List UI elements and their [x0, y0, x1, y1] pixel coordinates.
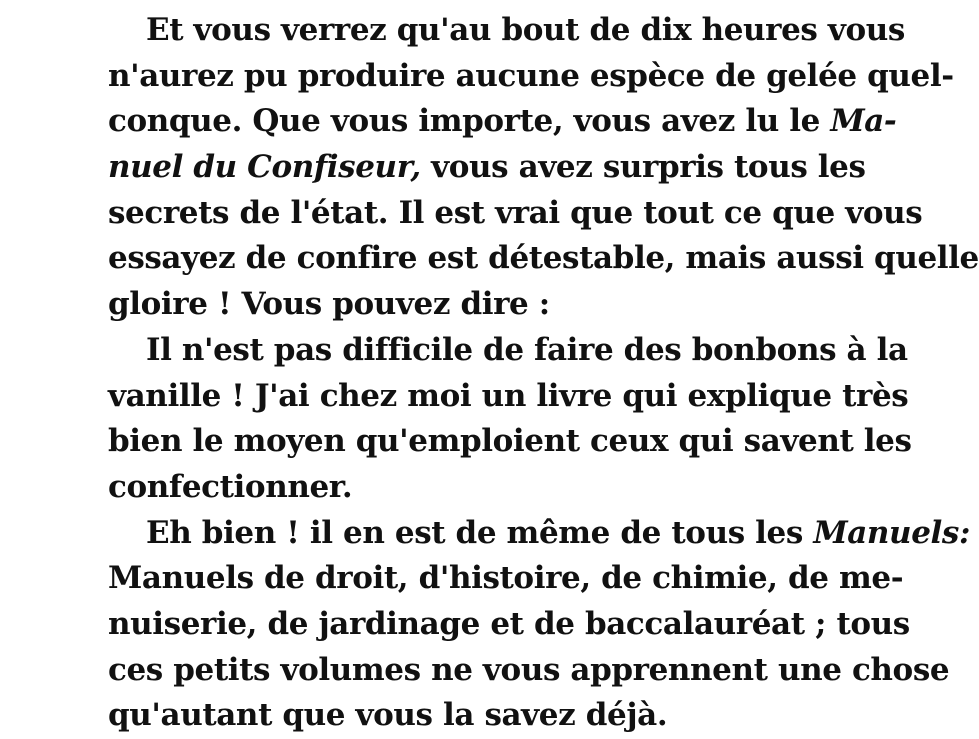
text-line	[108, 236, 979, 282]
italic-title-segment: nuel du Confiseur,	[108, 149, 421, 186]
text-line	[108, 648, 950, 694]
text-segment: Et vous verrez qu'au bout de dix heures vous	[146, 12, 905, 48]
text-segment: ces petits volumes ne vous apprennent une chose	[108, 651, 950, 688]
text-line	[108, 8, 905, 54]
text-line	[108, 693, 816, 739]
text-segment: confectionner.	[108, 468, 353, 505]
text-line	[108, 465, 816, 511]
text-segment: bien le moyen qu'emploient ceux qui savent les	[108, 423, 912, 460]
text-segment: vanille ! J'ai chez moi un livre qui explique très	[108, 377, 909, 414]
text-segment: nuiserie, de jardinage et de baccalauréat ; tous	[108, 605, 910, 642]
text-line	[108, 602, 910, 648]
text-line	[108, 191, 923, 237]
text-line	[108, 511, 970, 557]
italic-title-segment: Manuels:	[813, 514, 970, 551]
text-segment: conque. Que vous importe, vous avez lu le	[108, 103, 831, 140]
text-line	[108, 556, 904, 602]
text-segment: n'aurez pu produire aucune espèce de gelée quel-	[108, 57, 954, 94]
text-segment: qu'autant que vous la savez déjà.	[108, 697, 668, 734]
text-line	[108, 374, 909, 420]
text-segment: secrets de l'état. Il est vrai que tout ce que vous	[108, 194, 923, 231]
text-line	[108, 328, 908, 374]
text-line	[108, 282, 816, 328]
text-line	[108, 419, 912, 465]
text-segment: vous avez surpris tous les	[420, 149, 866, 186]
text-segment: essayez de confire est détestable, mais aussi quelle	[108, 240, 979, 277]
text-segment: Eh bien ! il en est de même de tous les	[146, 514, 814, 551]
text-line	[108, 99, 897, 145]
text-line	[108, 145, 866, 191]
text-line	[108, 54, 954, 100]
text-segment: gloire ! Vous pouvez dire :	[108, 286, 550, 323]
italic-title-segment: Ma-	[830, 103, 897, 140]
body-text	[108, 8, 979, 739]
text-segment: Manuels de droit, d'histoire, de chimie, de me-	[108, 560, 904, 597]
text-segment: Il n'est pas difficile de faire des bonbons à la	[146, 331, 908, 368]
